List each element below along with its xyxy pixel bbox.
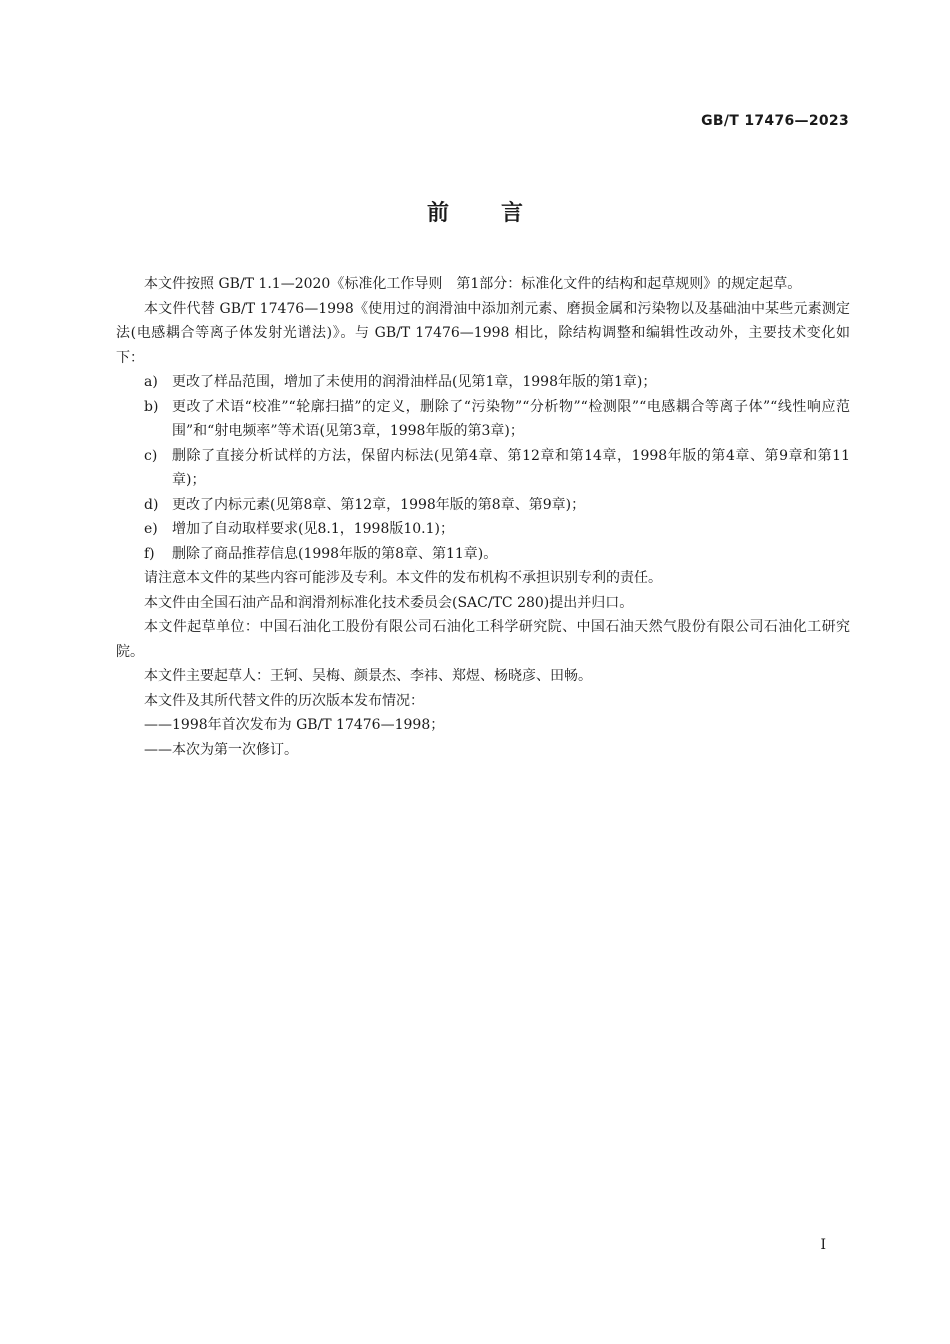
foreword-body [116,272,850,762]
paragraph-proposer: 本文件由全国石油产品和润滑剂标准化技术委员会(SAC/TC 280)提出并归口。 [144,594,634,611]
change-item-e [116,517,850,542]
change-item-text: 删除了直接分析试样的方法，保留内标法(见第4章、第12章和第14章，1998年版的第4章、第9章和第11章)； [172,447,850,488]
page-number: I [820,1237,826,1253]
standard-code: GB/T 17476—2023 [701,113,849,129]
change-item-text: 更改了内标元素(见第8章、第12章，1998年版的第8章、第9章)； [172,496,586,513]
change-item-label: f) [144,545,155,562]
history-item: ——本次为第一次修订。 [144,741,298,758]
change-item-text: 更改了样品范围，增加了未使用的润滑油样品(见第1章，1998年版的第1章)； [172,374,657,390]
paragraph-replacement: 本文件代替 GB/T 17476—1998《使用过的润滑油中添加剂元素、磨损金属和污染物以及基础油中某些元素测定法(电感耦合等离子体发射光谱法)》。与 GB/T 17476—1998 相比，除结构调整和编辑性改动外，主要技术变化如下： [116,300,850,366]
paragraph-drafting-units: 本文件起草单位：中国石油化工股份有限公司石油化工科学研究院、中国石油天然气股份有限公司石油化工研究院。 [116,619,850,660]
paragraph-patent-notice: 请注意本文件的某些内容可能涉及专利。本文件的发布机构不承担识别专利的责任。 [144,570,662,586]
change-item-label: c) [144,447,158,464]
change-item-text: 更改了术语“校准”“轮廓扫描”的定义，删除了“污染物”“分析物”“检测限”“电感耦合等离子体”“线性响应范围”和“射电频率”等术语(见第3章，1998年版的第3章)； [172,398,850,439]
change-item-text: 删除了商品推荐信息(1998年版的第8章、第11章)。 [172,545,498,562]
change-item-label: a) [144,374,158,390]
change-item-c [116,444,850,493]
change-item-label: d) [144,496,159,513]
paragraph-drafting-rules: 本文件按照 GB/T 1.1—2020《标准化工作导则 第1部分：标准化文件的结构和起草规则》的规定起草。 [144,276,802,292]
history-item: ——1998年首次发布为 GB/T 17476—1998； [144,717,445,733]
paragraph-drafters: 本文件主要起草人：王轲、吴梅、颜景杰、李祎、郑煜、杨晓彦、田畅。 [144,668,592,684]
change-item-label: b) [144,398,159,415]
change-item-b [116,395,850,444]
change-item-text: 增加了自动取样要求(见8.1，1998版10.1)； [172,521,454,537]
change-item-a [116,370,850,395]
change-item-f [116,542,850,567]
change-item-d [116,493,850,518]
change-item-label: e) [144,521,158,537]
page-title: 前言 [426,201,575,226]
paragraph-history-intro: 本文件及其所代替文件的历次版本发布情况： [144,692,424,709]
